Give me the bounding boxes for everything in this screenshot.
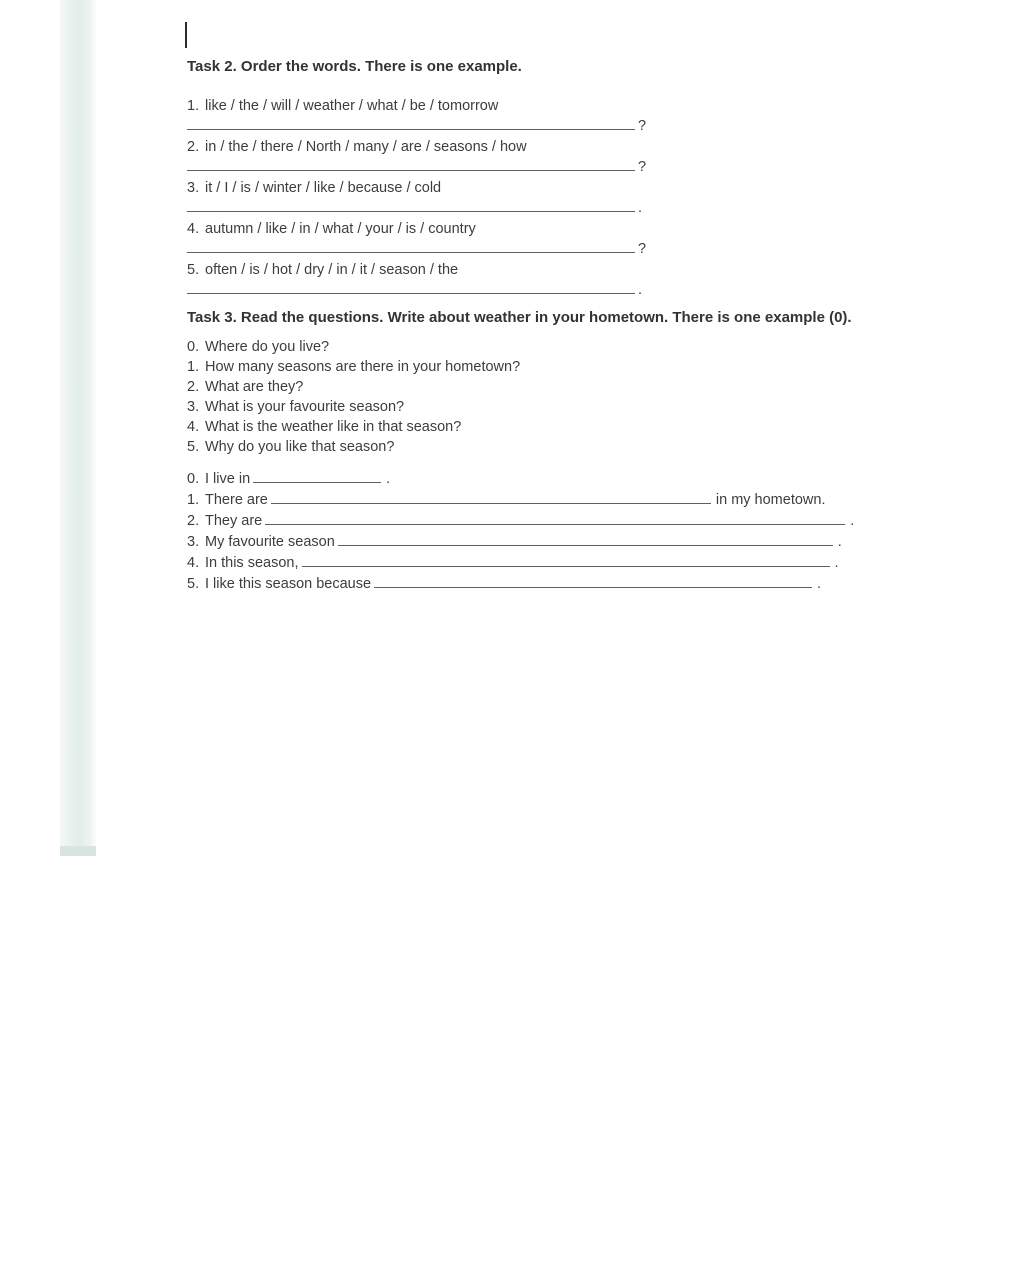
question-text: How many seasons are there in your hometown? bbox=[205, 359, 521, 375]
answer-item bbox=[187, 511, 1007, 532]
word-order-item bbox=[187, 137, 1007, 178]
item-text-row bbox=[187, 178, 1007, 198]
answer-number: 4. bbox=[187, 555, 200, 571]
task2-title: Task 2. Order the words. There is one example. bbox=[187, 58, 522, 75]
question-item bbox=[187, 437, 1007, 457]
end-punctuation: . bbox=[638, 200, 643, 216]
answer-prefix: I like this season because bbox=[205, 576, 372, 592]
answer-suffix: . bbox=[386, 471, 391, 487]
answer-prefix: There are bbox=[205, 492, 268, 508]
question-item bbox=[187, 417, 1007, 437]
question-number: 5. bbox=[187, 439, 200, 455]
answer-number: 0. bbox=[187, 471, 200, 487]
answer-number: 1. bbox=[187, 492, 200, 508]
item-text-row bbox=[187, 219, 1007, 239]
question-number: 0. bbox=[187, 339, 200, 355]
answer-line bbox=[253, 469, 381, 483]
question-number: 3. bbox=[187, 399, 200, 415]
answer-prefix: In this season, bbox=[205, 555, 299, 571]
item-number: 2. bbox=[187, 139, 200, 155]
question-item bbox=[187, 357, 1007, 377]
question-number: 4. bbox=[187, 419, 200, 435]
answer-line bbox=[187, 198, 635, 212]
end-punctuation: ? bbox=[638, 159, 647, 175]
answer-suffix: . bbox=[834, 555, 839, 571]
question-text: What is the weather like in that season? bbox=[205, 419, 462, 435]
item-number: 3. bbox=[187, 180, 200, 196]
page-edge-shading bbox=[60, 0, 96, 856]
questions-list bbox=[187, 337, 1007, 457]
item-words: autumn / like / in / what / your / is / country bbox=[205, 221, 476, 237]
item-text-row bbox=[187, 137, 1007, 157]
item-number: 1. bbox=[187, 98, 200, 114]
answer-item bbox=[187, 532, 1007, 553]
answer-line bbox=[187, 116, 635, 130]
answer-line bbox=[265, 511, 845, 525]
item-words: like / the / will / weather / what / be / tomorrow bbox=[205, 98, 499, 114]
end-punctuation: ? bbox=[638, 241, 647, 257]
end-punctuation: . bbox=[638, 282, 643, 298]
item-words: in / the / there / North / many / are / seasons / how bbox=[205, 139, 527, 155]
question-text: What are they? bbox=[205, 379, 304, 395]
answer-line bbox=[187, 239, 635, 253]
worksheet-content bbox=[187, 58, 1007, 595]
question-number: 1. bbox=[187, 359, 200, 375]
answer-line bbox=[338, 532, 833, 546]
item-answer-row bbox=[187, 198, 1007, 219]
answer-line bbox=[374, 574, 812, 588]
question-number: 2. bbox=[187, 379, 200, 395]
answer-prefix: I live in bbox=[205, 471, 251, 487]
question-item bbox=[187, 377, 1007, 397]
word-order-item bbox=[187, 96, 1007, 137]
task3-title: Task 3. Read the questions. Write about weather in your hometown. There is one example (0). bbox=[187, 309, 852, 326]
question-text: Where do you live? bbox=[205, 339, 330, 355]
item-answer-row bbox=[187, 157, 1007, 178]
answer-item bbox=[187, 469, 1007, 490]
answer-line bbox=[187, 157, 635, 171]
answer-prefix: My favourite season bbox=[205, 534, 335, 550]
answer-item bbox=[187, 490, 1007, 511]
item-number: 5. bbox=[187, 262, 200, 278]
end-punctuation: ? bbox=[638, 118, 647, 134]
text-cursor bbox=[185, 22, 187, 48]
answer-suffix: . bbox=[850, 513, 855, 529]
word-order-item bbox=[187, 219, 1007, 260]
item-answer-row bbox=[187, 116, 1007, 137]
answers-list bbox=[187, 469, 1007, 595]
answer-prefix: They are bbox=[205, 513, 263, 529]
answer-number: 2. bbox=[187, 513, 200, 529]
question-item bbox=[187, 337, 1007, 357]
question-item bbox=[187, 397, 1007, 417]
answer-number: 5. bbox=[187, 576, 200, 592]
question-text: Why do you like that season? bbox=[205, 439, 395, 455]
word-order-item bbox=[187, 178, 1007, 219]
answer-number: 3. bbox=[187, 534, 200, 550]
answer-line bbox=[271, 490, 711, 504]
answer-item bbox=[187, 574, 1007, 595]
item-answer-row bbox=[187, 280, 1007, 301]
item-words: often / is / hot / dry / in / it / season / the bbox=[205, 262, 459, 278]
answer-item bbox=[187, 553, 1007, 574]
question-text: What is your favourite season? bbox=[205, 399, 405, 415]
item-words: it / I / is / winter / like / because / cold bbox=[205, 180, 442, 196]
item-text-row bbox=[187, 96, 1007, 116]
answer-suffix: . bbox=[817, 576, 822, 592]
answer-suffix: . bbox=[837, 534, 842, 550]
item-text-row bbox=[187, 260, 1007, 280]
answer-suffix: in my hometown. bbox=[715, 492, 826, 508]
item-number: 4. bbox=[187, 221, 200, 237]
word-order-item bbox=[187, 260, 1007, 301]
answer-line bbox=[187, 280, 635, 294]
item-answer-row bbox=[187, 239, 1007, 260]
answer-line bbox=[302, 553, 830, 567]
